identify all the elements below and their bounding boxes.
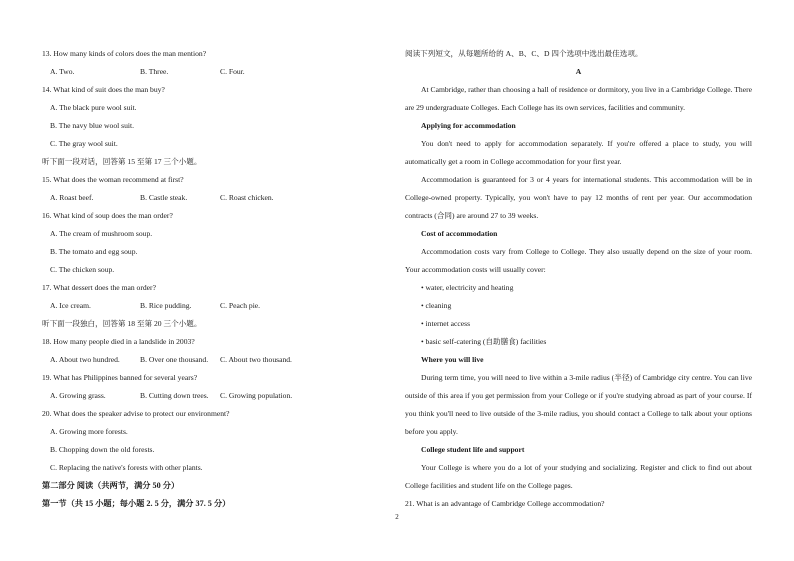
passage-label: A: [575, 67, 582, 76]
paragraph-where: During term time, you will need to live within a 3-mile radius (半径) of Cambridge city centre. You can live outside of this area if you get permission from your College or if you're studying abroad as part of your course. If you think you'll need to live outside of the 3-mile radius, you should contact a College to talk about your options before you apply.: [405, 373, 752, 436]
options-15: [42, 189, 372, 207]
paragraph-student-life: Your College is where you do a lot of your studying and socializing. Register and click to find out about College facilities and student life on the College pages.: [405, 463, 752, 490]
question-18: 18. How many people died in a landslide in 2003?: [42, 337, 195, 346]
option-a: A. Ice cream.: [50, 301, 91, 310]
option-a: A. Growing grass.: [50, 391, 106, 400]
bullet-item: • water, electricity and heating: [421, 283, 514, 292]
part-2-heading: 第二部分 阅读（共两节，满分 50 分）: [42, 481, 180, 490]
options-18: [42, 351, 372, 369]
option-c: C. The gray wool suit.: [50, 139, 118, 148]
option-c: C. Roast chicken.: [220, 193, 274, 202]
passage-intro: At Cambridge, rather than choosing a hall of residence or dormitory, you live in a Cambridge College. There are 29 undergraduate Colleges. Each College has its own services, facilities and community.: [405, 85, 752, 112]
instruction-15-17: 听下面一段对话，回答第 15 至第 17 三个小题。: [42, 157, 202, 166]
option-c: C. Growing population.: [220, 391, 293, 400]
option-b: B. Rice pudding.: [140, 301, 192, 310]
option-c: C. About two thousand.: [220, 355, 292, 364]
option-b: B. Three.: [140, 67, 169, 76]
question-16: 16. What kind of soup does the man order?: [42, 211, 173, 220]
bullet-item: • internet access: [421, 319, 471, 328]
option-a: A. Growing more forests.: [50, 427, 128, 436]
heading-applying: Applying for accommodation: [421, 121, 516, 130]
option-c: C. Four.: [220, 67, 245, 76]
left-column: [42, 45, 372, 513]
options-17: [42, 297, 372, 315]
option-a: A. Roast beef.: [50, 193, 94, 202]
bullet-item: • cleaning: [421, 301, 452, 310]
question-20: 20. What does the speaker advise to protect our environment?: [42, 409, 230, 418]
bullet-item: • basic self-catering (自助膳食) facilities: [421, 337, 547, 346]
question-21: 21. What is an advantage of Cambridge College accommodation?: [405, 499, 605, 508]
options-19: [42, 387, 372, 405]
question-15: 15. What does the woman recommend at first?: [42, 175, 184, 184]
question-13: 13. How many kinds of colors does the man mention?: [42, 49, 207, 58]
option-b: B. Chopping down the old forests.: [50, 445, 155, 454]
heading-cost: Cost of accommodation: [421, 229, 498, 238]
reading-instruction: 阅读下列短文，从每题所给的 A、B、C、D 四个选项中选出最佳选项。: [405, 49, 643, 58]
option-b: B. Castle steak.: [140, 193, 188, 202]
page-number: 2: [395, 513, 399, 521]
paragraph-applying: You don't need to apply for accommodation separately. If you're offered a place to study, you will automatically get a room in College accommodation for your first year.: [405, 139, 752, 166]
options-13: [42, 63, 372, 81]
option-b: B. The navy blue wool suit.: [50, 121, 135, 130]
option-c: C. Replacing the native's forests with other plants.: [50, 463, 203, 472]
option-c: C. The chicken soup.: [50, 265, 115, 274]
question-17: 17. What dessert does the man order?: [42, 283, 156, 292]
option-a: A. The cream of mushroom soup.: [50, 229, 153, 238]
option-b: B. The tomato and egg soup.: [50, 247, 138, 256]
option-c: C. Peach pie.: [220, 301, 261, 310]
heading-where: Where you will live: [421, 355, 484, 364]
option-b: B. Cutting down trees.: [140, 391, 209, 400]
question-19: 19. What has Philippines banned for several years?: [42, 373, 198, 382]
right-column: [405, 45, 752, 513]
instruction-18-20: 听下面一段独白，回答第 18 至第 20 三个小题。: [42, 319, 202, 328]
section-1-heading: 第一节（共 15 小题；每小题 2. 5 分，满分 37. 5 分）: [42, 499, 231, 508]
heading-student-life: College student life and support: [421, 445, 525, 454]
option-a: A. About two hundred.: [50, 355, 120, 364]
question-14: 14. What kind of suit does the man buy?: [42, 85, 165, 94]
option-b: B. Over one thousand.: [140, 355, 209, 364]
paragraph-cost: Accommodation costs vary from College to College. They also usually depend on the size of your room. Your accommodation costs will usually cover:: [405, 247, 752, 274]
option-a: A. The black pure wool suit.: [50, 103, 137, 112]
paragraph-guarantee: Accommodation is guaranteed for 3 or 4 years for international students. This accommodation will be in College-owned property. Typically, you won't have to pay 12 months of rent per year. Our accommodation contracts (合同) are around 27 to 39 weeks.: [405, 175, 752, 220]
option-a: A. Two.: [50, 67, 75, 76]
